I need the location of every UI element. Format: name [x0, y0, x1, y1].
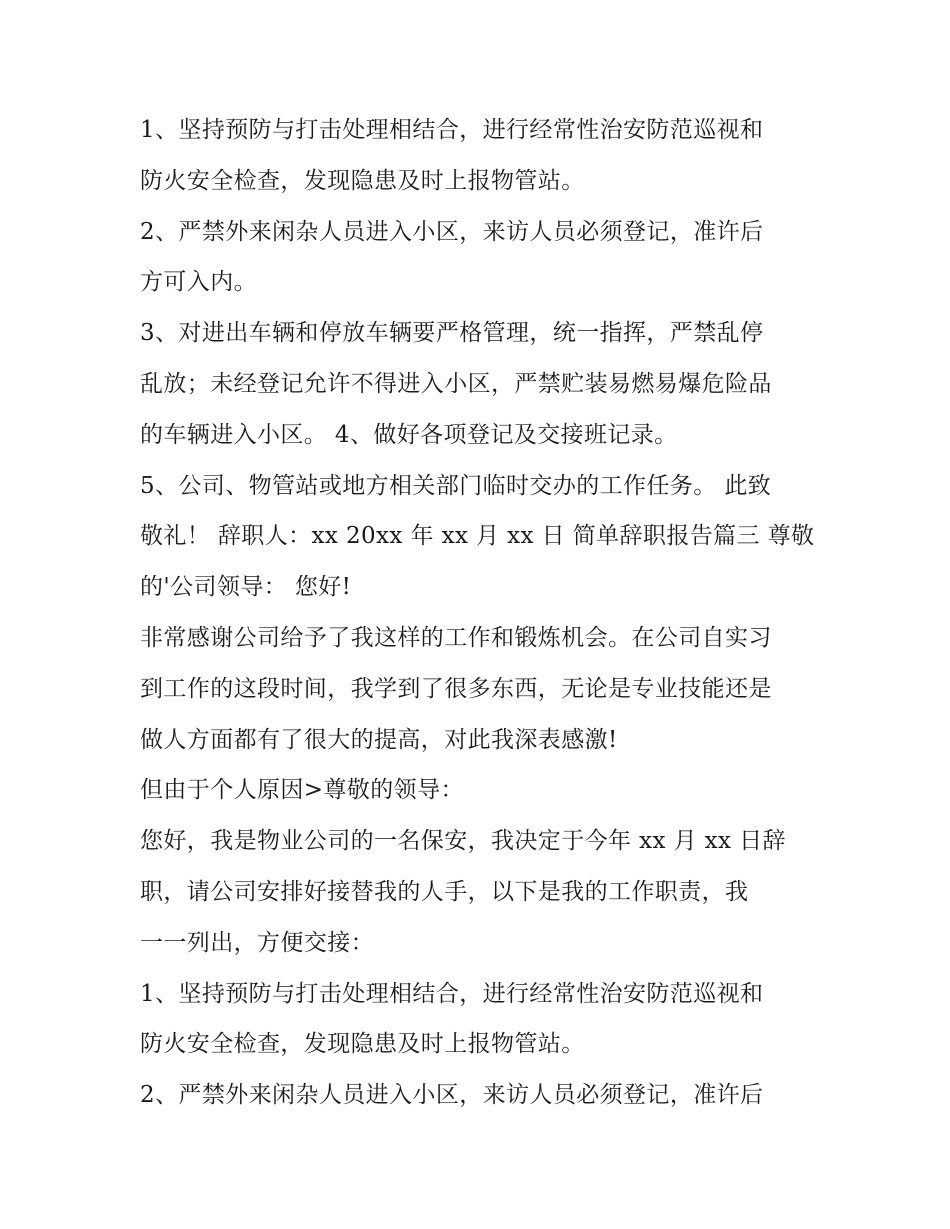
text-line: 职，请公司安排好接替我的人手，以下是我的工作职责，我: [140, 878, 749, 905]
text-line: 2、严禁外来闲杂人员进入小区，来访人员必须登记，准许后: [140, 1082, 764, 1109]
text-line: 您好，我是物业公司的一名保安，我决定于今年 xx 月 xx 日辞: [140, 828, 786, 855]
text-line: 防火安全检查，发现隐患及时上报物管站。: [140, 167, 585, 194]
text-line: 做人方面都有了很大的提高，对此我深表感激!: [140, 726, 618, 753]
document-body: [140, 105, 820, 1121]
text-line: 3、对进出车辆和停放车辆要严格管理，统一指挥，严禁乱停: [140, 320, 764, 347]
text-line: 的'公司领导： 您好!: [140, 574, 352, 601]
text-line: 2、严禁外来闲杂人员进入小区，来访人员必须登记，准许后: [140, 218, 764, 245]
text-line: 1、坚持预防与打击处理相结合，进行经常性治安防范巡视和: [140, 980, 764, 1007]
text-line: 防火安全检查，发现隐患及时上报物管站。: [140, 1031, 585, 1058]
text-line: 敬礼！ 辞职人：xx 20xx 年 xx 月 xx 日 简单辞职报告篇三 尊敬: [140, 523, 815, 550]
text-line: 一一列出，方便交接：: [140, 929, 374, 956]
text-line: 到工作的这段时间，我学到了很多东西，无论是专业技能还是: [140, 675, 772, 702]
text-line: 非常感谢公司给予了我这样的工作和锻炼机会。在公司自实习: [140, 624, 772, 651]
text-line: 乱放；未经登记允许不得进入小区，严禁贮装易燃易爆危险品: [140, 370, 772, 397]
text-line: 方可入内。: [140, 269, 257, 296]
text-line: 1、坚持预防与打击处理相结合，进行经常性治安防范巡视和: [140, 117, 764, 143]
text-line: 5、公司、物管站或地方相关部门临时交办的工作任务。 此致: [140, 472, 772, 499]
text-line: 但由于个人原因>尊敬的领导：: [140, 777, 464, 804]
text-line: 的车辆进入小区。 4、做好各项登记及交接班记录。: [140, 421, 678, 448]
